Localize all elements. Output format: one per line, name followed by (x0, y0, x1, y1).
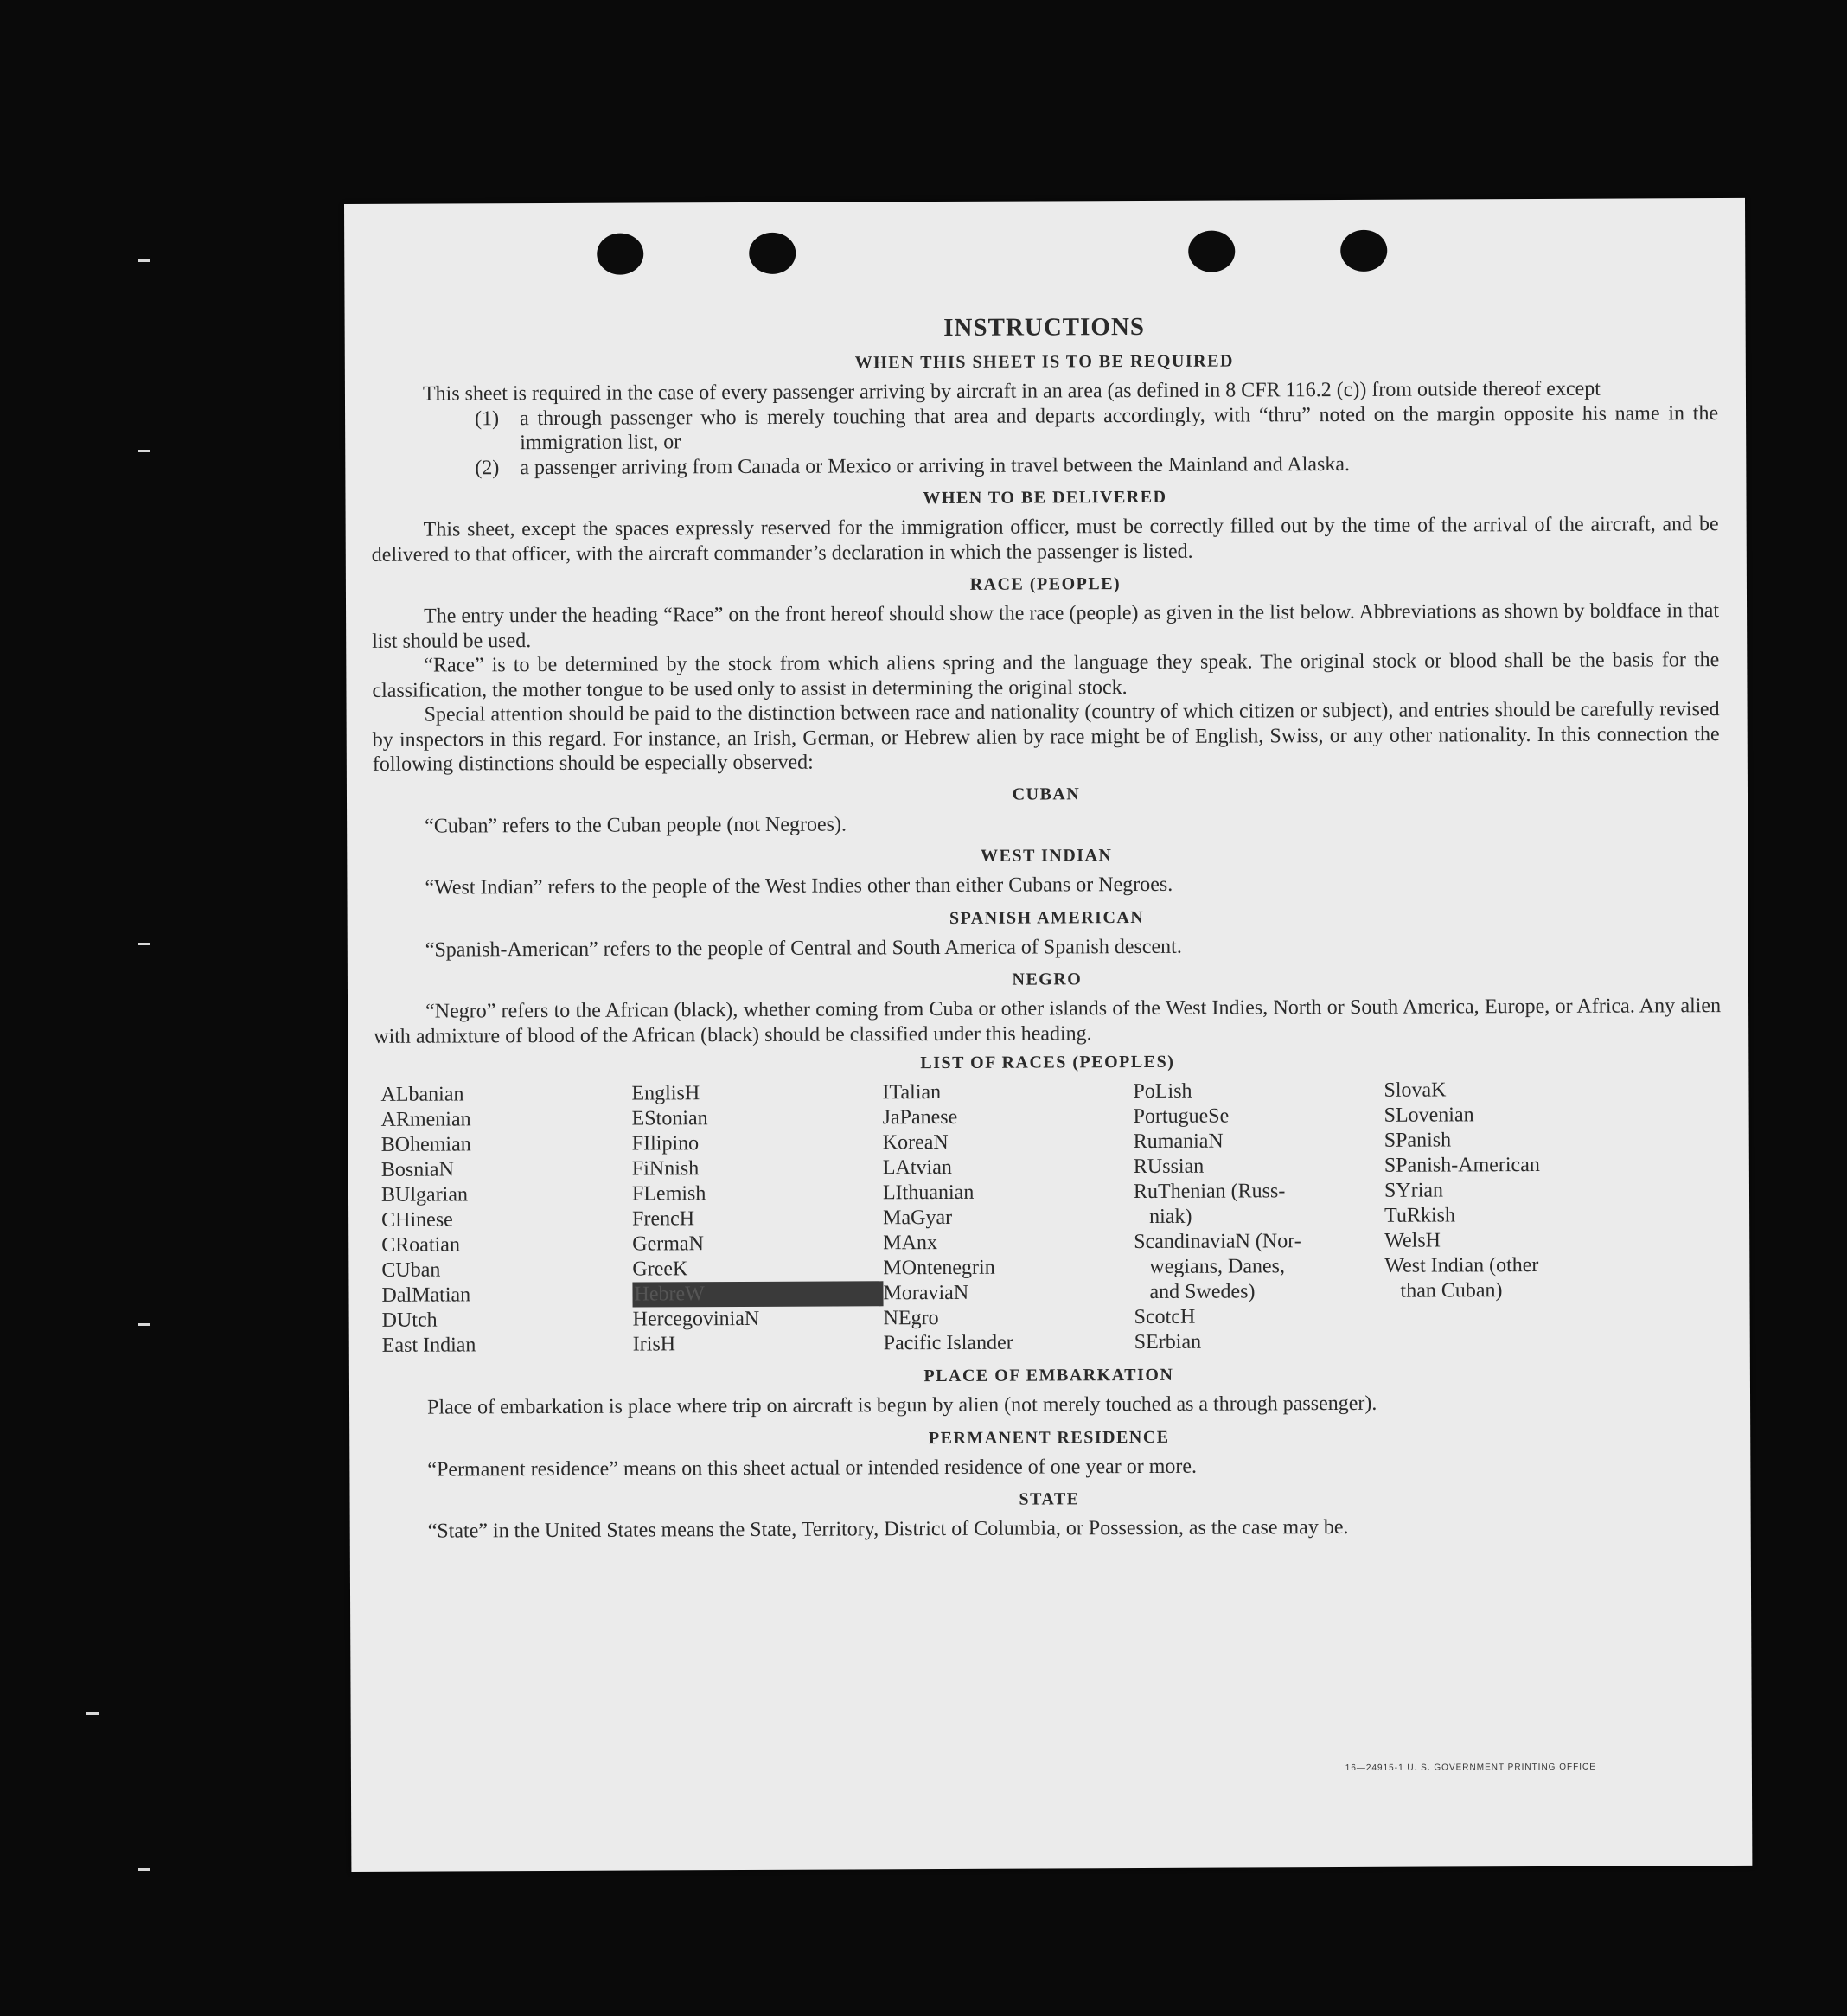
race-entry: RuThenian (Russ- niak) (1133, 1180, 1286, 1229)
race-entry: SLovenian (1384, 1104, 1474, 1127)
race-entry: PortugueSe (1133, 1104, 1230, 1129)
race-entry: MoraviaN (883, 1281, 969, 1305)
race-entry: RumaniaN (1133, 1130, 1224, 1154)
race-entry: GreeK (632, 1258, 688, 1281)
race-entry: SPanish-American (1384, 1153, 1540, 1177)
sheet-content (371, 310, 1723, 1544)
section-heading: PLACE OF EMBARKATION (924, 1365, 1174, 1386)
paragraph: “State” in the United States means the State, Territory, District of Columbia, or Possession, as the case may be. (427, 1515, 1349, 1543)
race-column (882, 1079, 1134, 1356)
race-entry: FiNnish (631, 1157, 700, 1181)
race-entry: JaPanese (882, 1105, 958, 1130)
scan-mark (138, 1868, 150, 1871)
section-heading: RACE (PEOPLE) (969, 574, 1122, 594)
scan-mark (138, 259, 150, 262)
item-number: (2) (475, 456, 500, 479)
scan-mark (138, 1323, 150, 1326)
scan-mark (138, 943, 150, 945)
race-entry: Pacific Islander (883, 1331, 1013, 1355)
item-text: a through passenger who is merely touching that area and departs accordingly, with “thru” noted on the margin opposite his name in the immigration list, or (520, 401, 1719, 455)
race-entry: ALbanian (380, 1083, 464, 1106)
punch-hole (597, 233, 643, 274)
paragraph: “Spanish-American” refers to the people of Central and South America of Spanish descent. (425, 935, 1182, 962)
race-entry: SYrian (1384, 1179, 1444, 1202)
document-title: INSTRUCTIONS (943, 312, 1146, 342)
paragraph: The entry under the heading “Race” on the front hereof should show the race (people) as given in the list below. Abbreviations as shown by boldface in that list should be used. (372, 599, 1720, 653)
race-entry: BUlgarian (380, 1183, 469, 1206)
section-heading: WHEN TO BE DELIVERED (923, 487, 1167, 509)
race-entry: LIthuanian (882, 1181, 975, 1205)
race-entry: SPanish (1384, 1129, 1452, 1152)
section-heading: STATE (1019, 1489, 1080, 1509)
section-heading: SPANISH AMERICAN (949, 907, 1145, 928)
paragraph: Place of embarkation is place where trip on aircraft is begun by alien (not merely touched as a through passenger). (427, 1392, 1377, 1419)
race-entry: EStonian (631, 1107, 708, 1130)
paragraph: “West Indian” refers to the people of the West Indies other than either Cubans or Negroes. (425, 873, 1173, 899)
race-entry: ITalian (882, 1080, 942, 1104)
race-entry: SErbian (1134, 1330, 1202, 1354)
race-entry: PoLish (1133, 1079, 1192, 1104)
punch-hole (1188, 231, 1235, 272)
scan-mark (138, 450, 150, 452)
race-entry: FrencH (632, 1207, 695, 1231)
section-heading: PERMANENT RESIDENCE (928, 1427, 1170, 1448)
section-heading: WEST INDIAN (981, 846, 1113, 866)
punch-hole (1340, 230, 1387, 272)
race-entry: FLemish (631, 1182, 706, 1206)
section-heading: CUBAN (1012, 784, 1081, 804)
race-entry: SlovaK (1384, 1078, 1447, 1102)
race-entry: GermaN (632, 1232, 704, 1256)
list-item (475, 401, 1718, 456)
race-entry: ScandinaviaN (Nor- wegians, Danes, and Swedes) (1134, 1230, 1301, 1304)
section-heading: NEGRO (1012, 970, 1083, 989)
race-entry: BOhemian (380, 1133, 471, 1156)
item-number: (1) (475, 406, 500, 430)
race-column (631, 1080, 883, 1357)
race-entry: CHinese (381, 1208, 453, 1232)
race-entry: KoreaN (882, 1130, 949, 1155)
race-entry: LAtvian (882, 1155, 952, 1180)
race-entry: IrisH (632, 1333, 676, 1356)
race-column (1133, 1078, 1384, 1355)
paragraph: “Permanent residence” means on this sheet actual or intended residence of one year or more. (427, 1455, 1198, 1482)
paragraph: “Cuban” refers to the Cuban people (not Negroes). (425, 812, 847, 838)
race-entry: RUssian (1133, 1155, 1205, 1179)
race-entry: MAnx (883, 1232, 937, 1255)
race-entry: DalMatian (381, 1283, 471, 1307)
race-entry: CUban (381, 1258, 441, 1282)
instruction-sheet (344, 198, 1752, 1872)
section-heading: LIST OF RACES (PEOPLES) (920, 1052, 1175, 1073)
punch-hole (749, 233, 796, 274)
race-entry: CRoatian (381, 1233, 460, 1257)
race-entry: BosniaN (380, 1158, 454, 1181)
paragraph: “Negro” refers to the African (black), whether coming from Cuba or other islands of the West Indies, North or South America, Europe, or Africa. Any alien with admixture of blood of the African (black) should be classified under this heading. (374, 995, 1722, 1048)
race-column (380, 1082, 632, 1359)
race-entry: East Indian (381, 1334, 476, 1357)
printer-imprint: 16—24915-1 U. S. GOVERNMENT PRINTING OFFICE (1345, 1762, 1596, 1773)
race-entry: NEgro (883, 1307, 939, 1330)
paragraph: This sheet, except the spaces expressly reserved for the immigration officer, must be correctly filled out by the time of the arrival of the aircraft, and be delivered to that officer, with the aircraft commander’s declaration in which the passenger is listed. (371, 513, 1719, 566)
race-entry: West Indian (other than Cuban) (1384, 1253, 1539, 1302)
race-entry: EnglisH (631, 1082, 700, 1105)
race-entry: FIlipino (631, 1132, 700, 1155)
item-text: a passenger arriving from Canada or Mexico or arriving in travel between the Mainland and Alaska. (520, 452, 1351, 479)
paragraph: This sheet is required in the case of every passenger arriving by aircraft in an area (as defined in 8 CFR 116.2 (c)) from outside thereof except (422, 377, 1601, 406)
section-heading: WHEN THIS SHEET IS TO BE REQUIRED (854, 351, 1234, 373)
race-entry: ARmenian (380, 1108, 471, 1131)
scan-mark (86, 1712, 99, 1715)
race-list (380, 1077, 1722, 1359)
race-entry: MOntenegrin (883, 1256, 995, 1280)
race-entry: HercegoviniaN (632, 1307, 760, 1331)
list-item (475, 451, 1718, 481)
race-entry: HebreW (632, 1281, 883, 1307)
race-entry: TuRkish (1384, 1204, 1456, 1227)
race-entry: WelsH (1384, 1229, 1441, 1252)
paragraph: “Race” is to be determined by the stock from which aliens spring and the language they speak. The original stock or blood shall be the basis for the classification, the mother tongue to be used only to assist in determining the original stock. (372, 649, 1720, 702)
paragraph: Special attention should be paid to the distinction between race and nationality (country of which citizen or subject), and entries should be carefully revised by inspectors in this regard. For instance, an Irish, German, or Hebrew alien by race might be of English, Swiss, or any other nationality. In this connection the following distinctions should be especially observed: (372, 698, 1720, 776)
race-entry: MaGyar (883, 1206, 953, 1230)
race-column (1384, 1078, 1609, 1354)
race-entry: ScotcH (1134, 1305, 1196, 1329)
race-entry: DUtch (381, 1309, 438, 1332)
